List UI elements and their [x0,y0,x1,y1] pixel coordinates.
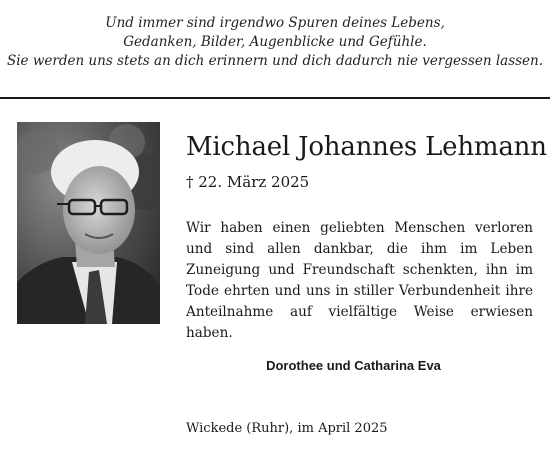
signers: Dorothee und Catharina Eva [266,358,441,373]
message-line-2: und sind allen dankbar, die ihm im Leben [186,241,533,257]
place-date: Wickede (Ruhr), im April 2025 [186,421,388,436]
divider-line [0,97,550,99]
poem-line-1: Und immer sind irgendwo Spuren deines Lebens, [105,15,445,31]
message-line-1: Wir haben einen geliebten Menschen verloren [186,220,533,236]
death-date: † 22. März 2025 [186,173,310,191]
poem [0,14,550,71]
deceased-name: Michael Johannes Lehmann [186,132,547,162]
acknowledgement-text [186,218,533,344]
message-line-5: Anteilnahme auf vielfältige Weise erwiesen haben. [186,304,533,341]
portrait-photo [17,122,160,324]
poem-line-3: Sie werden uns stets an dich erinnern und dich dadurch nie vergessen lassen. [6,53,544,69]
poem-line-2: Gedanken, Bilder, Augenblicke und Gefühle. [123,34,427,50]
message-line-3: Zuneigung und Freundschaft schenkten, ihn im [186,262,533,278]
portrait-image [17,122,160,324]
message-line-4: Tode ehrten und uns in stiller Verbundenheit ihre [186,283,533,299]
